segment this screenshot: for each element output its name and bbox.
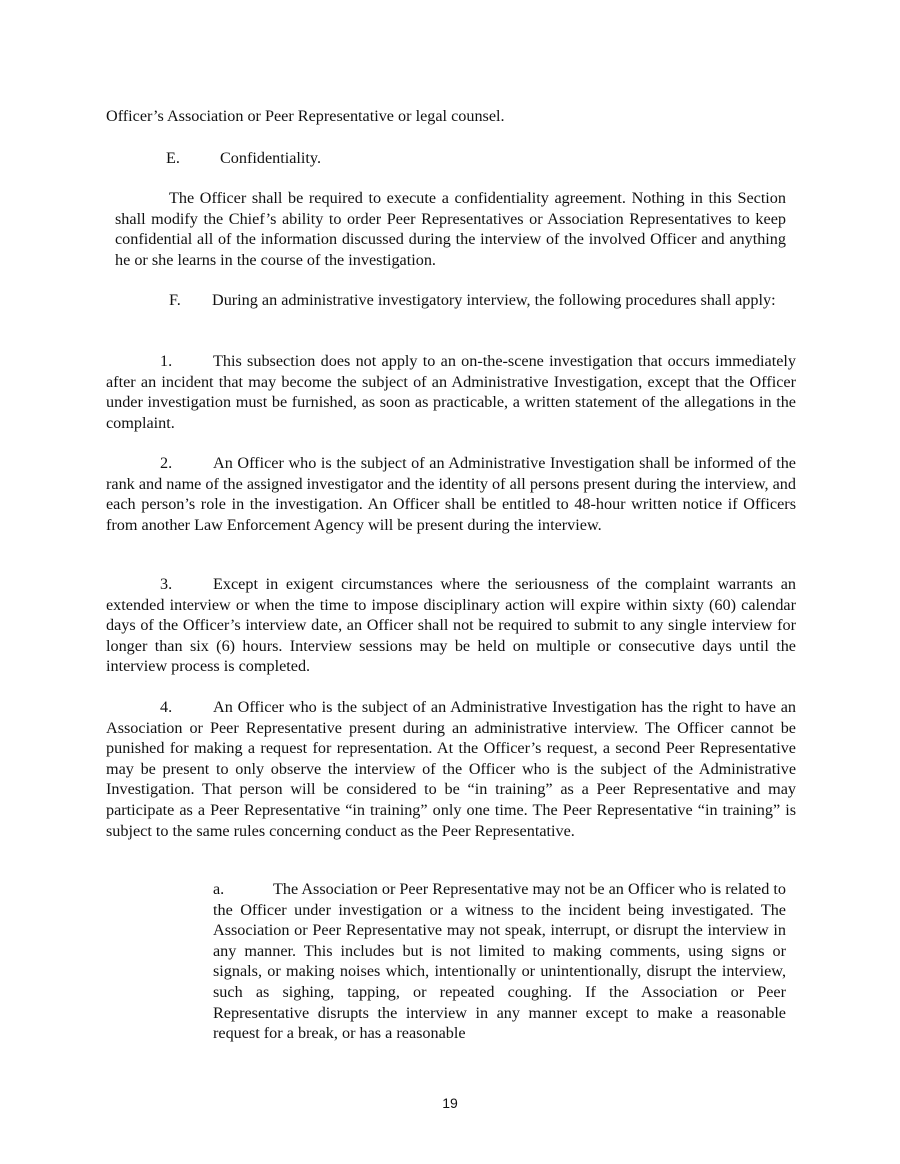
list-item	[106, 351, 796, 433]
list-item	[106, 453, 796, 535]
sub-item-a	[213, 879, 786, 1044]
section-e-heading	[166, 148, 566, 169]
section-f-text: During an administrative investigatory interview, the following procedures shall apply:	[212, 291, 776, 309]
section-e-letter: E.	[166, 149, 180, 167]
page-number: 19	[442, 1095, 458, 1111]
item-number: 2.	[160, 454, 173, 472]
section-f-paragraph	[115, 290, 786, 311]
section-f-letter: F.	[169, 291, 181, 309]
item-text: This subsection does not apply to an on-the-scene investigation that occurs immediately after an incident that may become the subject of an Administrative Investigation, except that the Officer under investigation must be furnished, as soon as practicable, a written statement of the allegations in the complaint.	[106, 352, 796, 432]
sub-item-letter: a.	[213, 880, 225, 898]
list-item	[106, 574, 796, 677]
item-text: Except in exigent circumstances where the seriousness of the complaint warrants an extended interview or when the time to impose disciplinary action will expire within sixty (60) calendar days of the Officer’s interview date, an Officer shall not be required to submit to any single interview for longer than six (6) hours. Interview sessions may be held on multiple or consecutive days until the interview process is completed.	[106, 575, 796, 676]
item-number: 1.	[160, 352, 173, 370]
item-text: An Officer who is the subject of an Administrative Investigation has the right to have an Association or Peer Representative present during an administrative interview. The Officer cannot be punished for making a request for representation. At the Officer’s request, a second Peer Representative may be present to only observe the interview of the Officer who is the subject of the Administrative Investigation. That person will be considered to be “in training” as a Peer Representative and may participate as a Peer Representative “in training” only one time. The Peer Representative “in training” is subject to the same rules concerning conduct as the Peer Representative.	[106, 698, 796, 840]
section-e-title: Confidentiality.	[220, 149, 322, 167]
list-item	[106, 697, 796, 841]
item-number: 3.	[160, 575, 173, 593]
section-e-body: The Officer shall be required to execute a confidentiality agreement. Nothing in this Section shall modify the Chief’s ability to order Peer Representatives or Association Representatives to keep confidential all of the information discussed during the interview of the involved Officer and anything he or she learns in the course of the investigation.	[115, 189, 786, 269]
item-text: An Officer who is the subject of an Administrative Investigation shall be informed of the rank and name of the assigned investigator and the identity of all persons present during the interview, and each person’s role in the investigation. An Officer shall be entitled to 48-hour written notice if Officers from another Law Enforcement Agency will be present during the interview.	[106, 454, 796, 534]
carryover-paragraph: Officer’s Association or Peer Representative or legal counsel.	[106, 107, 505, 125]
item-number: 4.	[160, 698, 173, 716]
sub-item-text: The Association or Peer Representative may not be an Officer who is related to the Officer under investigation or a witness to the incident being investigated. The Association or Peer Representative may not speak, interrupt, or disrupt the interview in any manner. This includes but is not limited to making comments, using signs or signals, or making noises which, intentionally or unintentionally, disrupt the interview, such as sighing, tapping, or repeated coughing. If the Association or Peer Representative disrupts the interview in any manner except to make a reasonable request for a break, or has a reasonable	[213, 880, 786, 1043]
